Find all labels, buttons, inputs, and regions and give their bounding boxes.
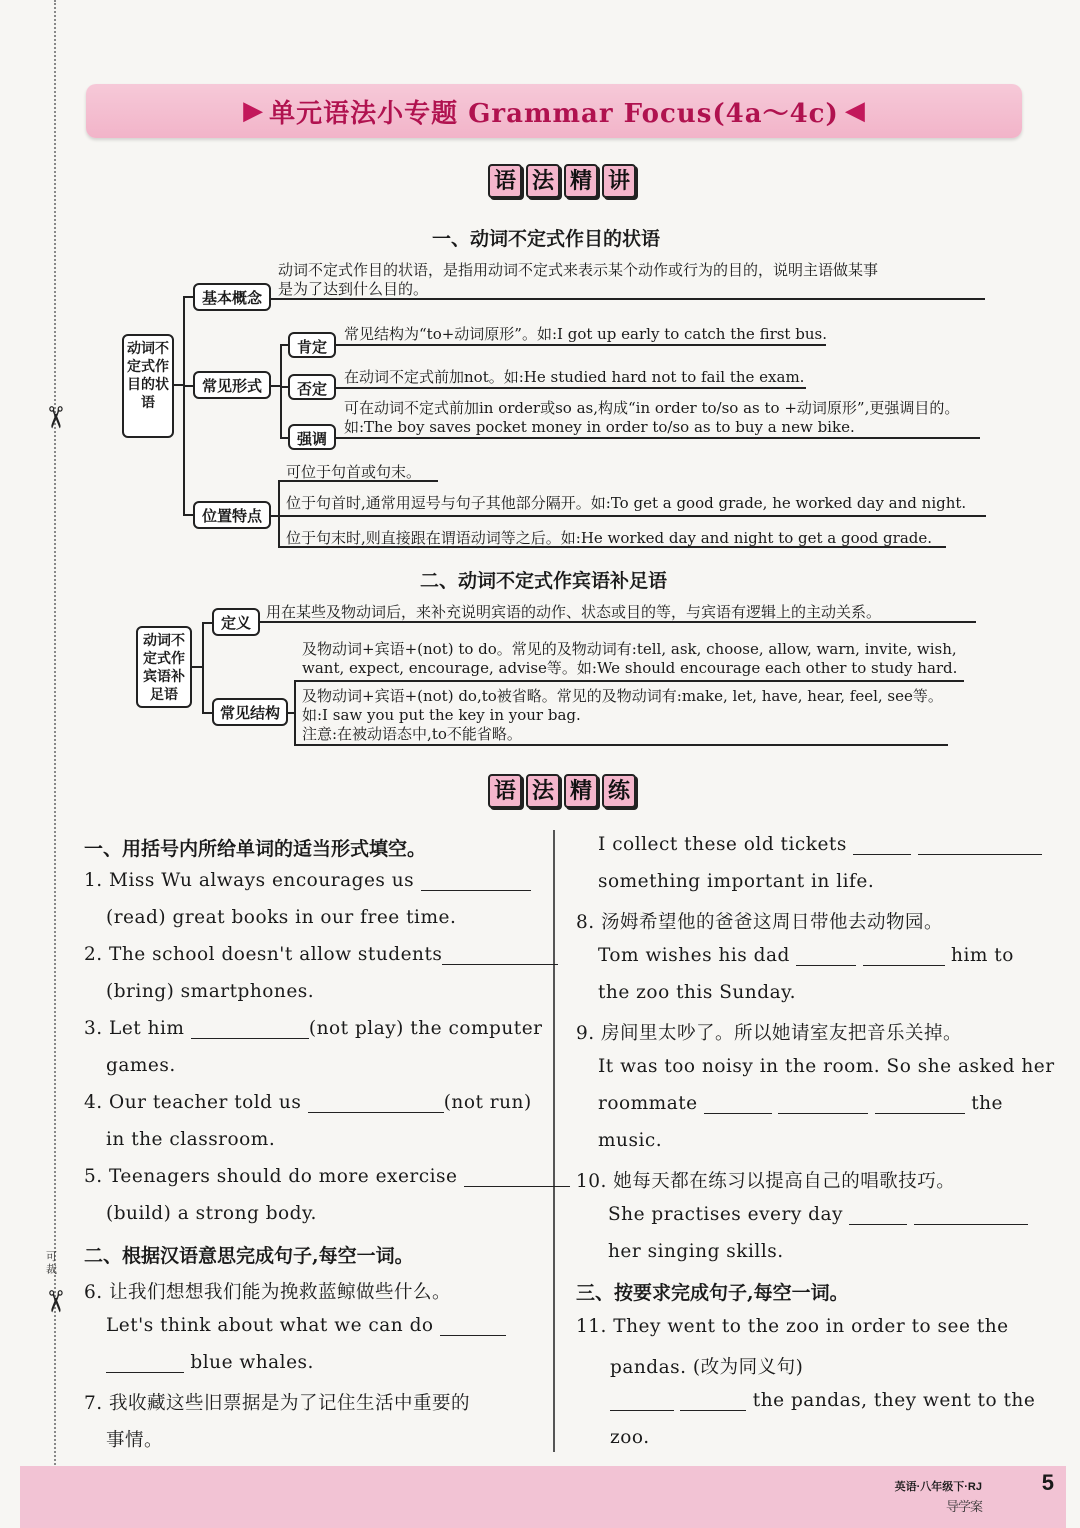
answer-blank[interactable]: [610, 1392, 674, 1411]
answer-blank[interactable]: [191, 1020, 309, 1039]
forms-box: 常见形式: [193, 371, 271, 399]
tree-branch: [202, 622, 212, 624]
badge-char: 语: [488, 774, 522, 808]
question-11-end: zoo.: [610, 1427, 650, 1448]
negative-box: 否定: [288, 374, 336, 400]
answer-blank[interactable]: [421, 872, 531, 891]
question-10-en-cont: her singing skills.: [608, 1241, 784, 1262]
tree-branch: [202, 712, 212, 714]
structure1-text: 及物动词+宾语+(not) to do。常见的及物动词有:tell, ask, choose, allow, warn, invite, wish,: [302, 640, 957, 658]
question-3-cont: games.: [106, 1055, 176, 1076]
question-6-en: Let's think about what we can do: [106, 1315, 506, 1336]
badge-char: 练: [602, 774, 636, 808]
question-7-cont: 事情。: [106, 1430, 164, 1451]
question-1-cont: (read) great books in our free time.: [106, 907, 457, 928]
underline: [278, 546, 946, 548]
badge-char: 法: [526, 774, 560, 808]
answer-blank[interactable]: [918, 836, 1042, 855]
triangle-right-icon: ▶: [243, 96, 264, 126]
underline: [336, 387, 806, 389]
question-9-en: It was too noisy in the room. So she asked her: [598, 1056, 1055, 1077]
part2-root-box: 动词不定式作宾语补足语: [136, 626, 192, 708]
question-8-en: Tom wishes his dad him to: [598, 945, 1014, 966]
definition-text: 用在某些及物动词后，来补充说明宾语的动作、状态或目的等，与宾语有逻辑上的主动关系。: [266, 603, 882, 621]
badge-char: 法: [526, 164, 560, 198]
answer-blank[interactable]: [308, 1094, 444, 1113]
tree-branch: [271, 515, 278, 517]
question-10: 10. 她每天都在练习以提高自己的唱歌技巧。: [576, 1171, 956, 1192]
badge-char: 精: [564, 164, 598, 198]
exercise-heading-2: 二、根据汉语意思完成句子,每空一词。: [84, 1245, 414, 1267]
underline: [260, 621, 976, 623]
question-2-cont: (bring) smartphones.: [106, 981, 315, 1002]
tree-branch: [183, 514, 193, 516]
page-number: 5: [1041, 1470, 1054, 1495]
answer-blank[interactable]: [464, 1168, 570, 1187]
question-11: 11. They went to the zoo in order to see the: [576, 1316, 1009, 1337]
question-8-en-cont: the zoo this Sunday.: [598, 982, 796, 1003]
positive-box: 肯定: [288, 332, 336, 358]
answer-blank[interactable]: [863, 947, 945, 966]
tree-branch: [288, 712, 294, 714]
position-text: 位于句末时,则直接跟在谓语动词等之后。如:He worked day and night to get a good grade.: [286, 529, 933, 547]
badge-char: 讲: [602, 164, 636, 198]
emphasis-text: 可在动词不定式前加in order或so as,构成“in order to/so as to +动词原形”,更强调目的。: [344, 399, 960, 417]
question-9-en-cont: roommate the: [598, 1093, 1003, 1114]
underline: [271, 298, 985, 300]
answer-blank[interactable]: [440, 1317, 506, 1336]
exercise-heading-1: 一、用括号内所给单词的适当形式填空。: [84, 838, 427, 860]
tree-branch: [183, 296, 185, 514]
position-text: 可位于句首或句末。: [286, 463, 422, 481]
title-banner: [86, 84, 1022, 138]
tree-branch: [280, 344, 288, 346]
scissors-icon: ✂: [37, 404, 73, 431]
answer-blank[interactable]: [442, 946, 558, 965]
question-10-en: She practises every day: [608, 1204, 1028, 1225]
question-4-cont: in the classroom.: [106, 1129, 276, 1150]
positive-text: 常见结构为“to+动词原形”。如:I got up early to catch the first bus.: [344, 325, 827, 343]
tree-branch: [192, 666, 202, 668]
question-9: 9. 房间里太吵了。所以她请室友把音乐关掉。: [576, 1023, 963, 1044]
structure2-text: 及物动词+宾语+(not) do,to被省略。常见的及物动词有:make, let, have, hear, feel, see等。: [302, 687, 943, 705]
badge-char: 精: [564, 774, 598, 808]
question-4: 4. Our teacher told us (not run): [84, 1092, 532, 1113]
position-text: 位于句首时,通常用逗号与句子其他部分隔开。如:To get a good grade, he worked day and night.: [286, 494, 967, 512]
position-box: 位置特点: [193, 501, 271, 529]
question-11-cont: pandas. (改为同义句): [610, 1357, 804, 1378]
tree-branch: [174, 384, 183, 386]
question-7-en: I collect these old tickets: [598, 834, 1042, 855]
underline: [294, 744, 948, 746]
question-6: 6. 让我们想想我们能为挽救蓝鲸做些什么。: [84, 1282, 452, 1303]
answer-blank[interactable]: [106, 1354, 184, 1373]
underline: [278, 480, 438, 482]
answer-blank[interactable]: [914, 1206, 1028, 1225]
tree-branch: [183, 296, 193, 298]
tree-branch: [294, 680, 296, 744]
tree-branch: [202, 622, 204, 712]
footer-info: 英语·八年级下·RJ: [894, 1481, 982, 1493]
underline: [278, 515, 986, 517]
underline: [294, 680, 964, 682]
question-7: 7. 我收藏这些旧票据是为了记住生活中重要的: [84, 1393, 471, 1414]
question-11-answer: the pandas, they went to the: [610, 1390, 1035, 1411]
scissors-icon: ✂: [37, 1288, 73, 1315]
question-3: 3. Let him (not play) the computer: [84, 1018, 543, 1039]
part2-title: 二、动词不定式作宾语补足语: [420, 570, 668, 592]
question-1: 1. Miss Wu always encourages us: [84, 870, 531, 891]
underline: [336, 437, 980, 439]
emphasis-text: 如:The boy saves pocket money in order to/so as to buy a new bike.: [344, 418, 855, 436]
badge-char: 语: [488, 164, 522, 198]
tree-branch: [280, 437, 288, 439]
answer-blank[interactable]: [704, 1095, 772, 1114]
answer-blank[interactable]: [875, 1095, 965, 1114]
exercise-heading-3: 三、按要求完成句子,每空一词。: [576, 1282, 849, 1304]
section-badge-practice: [488, 774, 636, 808]
structure2-text: 如:I saw you put the key in your bag.: [302, 706, 581, 724]
tree-branch: [280, 386, 288, 388]
structure1-text: want, expect, encourage, advise等。如:We should encourage each other to study hard.: [302, 659, 958, 677]
question-5-cont: (build) a strong body.: [106, 1203, 317, 1224]
section-badge-lecture: [488, 164, 636, 198]
tree-branch: [271, 385, 280, 387]
tree-branch: [278, 480, 280, 546]
part1-root-box: 动词不定式作目的状语: [122, 334, 174, 438]
footer-stamp: 导学案: [945, 1500, 982, 1515]
banner-title: 单元语法小专题 Grammar Focus(4a～4c): [269, 98, 839, 129]
question-5: 5. Teenagers should do more exercise: [84, 1166, 570, 1187]
structure-box: 常见结构: [212, 698, 288, 726]
tree-branch: [280, 344, 282, 438]
answer-blank[interactable]: [853, 836, 911, 855]
tree-branch: [183, 385, 193, 387]
negative-text: 在动词不定式前加not。如:He studied hard not to fail the exam.: [344, 368, 805, 386]
question-2: 2. The school doesn't allow students: [84, 944, 558, 965]
column-divider: [553, 830, 555, 1452]
concept-text: 动词不定式作目的状语，是指用动词不定式来表示某个动作或行为的目的，说明主语做某事: [278, 261, 879, 279]
concept-box: 基本概念: [193, 283, 271, 311]
definition-box: 定义: [212, 608, 260, 636]
question-9-en-end: music.: [598, 1130, 663, 1151]
answer-blank[interactable]: [680, 1392, 746, 1411]
question-6-cont: blue whales.: [106, 1352, 314, 1373]
emphasis-box: 强调: [288, 424, 336, 450]
footer-band: [20, 1466, 1066, 1528]
question-7-en-cont: something important in life.: [598, 871, 875, 892]
answer-blank[interactable]: [778, 1095, 868, 1114]
underline: [336, 344, 826, 346]
question-8: 8. 汤姆希望他的爸爸这周日带他去动物园。: [576, 912, 944, 933]
triangle-left-icon: ◀: [844, 96, 865, 126]
answer-blank[interactable]: [849, 1206, 907, 1225]
structure2-text: 注意:在被动语态中,to不能省略。: [302, 725, 522, 743]
concept-text: 是为了达到什么目的。: [278, 280, 429, 298]
side-mark: 可 裁: [46, 1250, 57, 1276]
part1-title: 一、动词不定式作目的状语: [432, 228, 661, 250]
answer-blank[interactable]: [796, 947, 856, 966]
